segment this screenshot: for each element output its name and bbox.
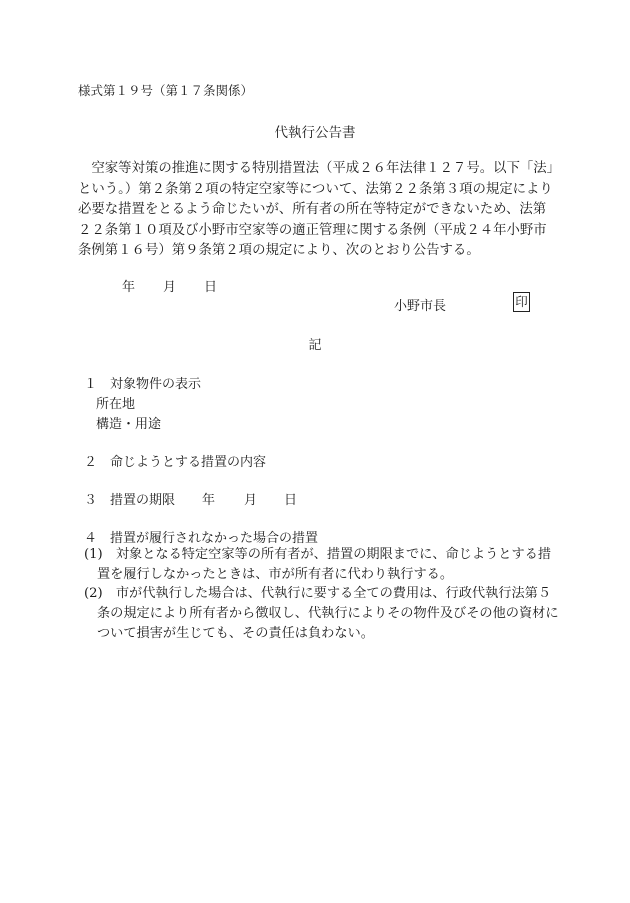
item3-day-label: 日 [284, 493, 298, 508]
form-number: 様式第１９号（第１７条関係） [78, 83, 254, 98]
item1-structure-label: 構造・用途 [96, 417, 162, 432]
item4-sub2-line: 条の規定により所有者から徴収し、代執行によりその物件及びその他の資材に [97, 606, 559, 621]
item4-sub1 [84, 545, 551, 585]
item4-sub2-line: (2) 市が代執行した場合は、代執行に要する全ての費用は、行政代執行法第５ [84, 586, 552, 601]
notice-body [78, 159, 560, 262]
item4-sub2-line: ついて損害が生じても、その責任は負わない。 [97, 626, 374, 641]
item1-location-label: 所在地 [96, 397, 136, 412]
document-title: 代執行公告書 [274, 125, 356, 141]
item4-sub1-line: 置を履行しなかったときは、市が所有者に代わり執行する。 [97, 567, 454, 582]
item4-title: ４ 措置が履行されなかった場合の措置 [84, 531, 319, 546]
ki-heading: 記 [308, 338, 322, 353]
mayor-signature: 小野市長 [394, 299, 447, 314]
item4-sub1-line: (1) 対象となる特定空家等の所有者が、措置の期限までに、命じようとする措 [84, 547, 552, 562]
date-day-label: 日 [204, 280, 218, 295]
item3-month-label: 月 [244, 493, 258, 508]
notice-body-line: ２２条第１０項及び小野市空家等の適正管理に関する条例（平成２４年小野市 [78, 222, 547, 238]
item3-year-label: 年 [202, 493, 216, 508]
notice-body-line: という。）第２条第２項の特定空家等について、法第２２条第３項の規定により [78, 181, 553, 197]
item1-title: １ 対象物件の表示 [84, 377, 202, 392]
date-month-label: 月 [163, 280, 177, 295]
notice-body-line: 条例第１６号）第９条第２項の規定により、次のとおり公告する。 [78, 243, 480, 258]
item3-title: ３ 措置の期限 [84, 493, 176, 508]
item4-sub2 [84, 584, 559, 644]
notice-body-line: 必要な措置をとるよう命じたいが、所有者の所在等特定ができないため、法第 [78, 202, 547, 217]
item2-title: ２ 命じようとする措置の内容 [84, 455, 267, 470]
seal-box: 印 [513, 292, 530, 312]
notice-body-line: 空家等対策の推進に関する特別措置法（平成２６年法律１２７号。以下「法」 [78, 161, 561, 176]
date-year-label: 年 [122, 280, 136, 295]
